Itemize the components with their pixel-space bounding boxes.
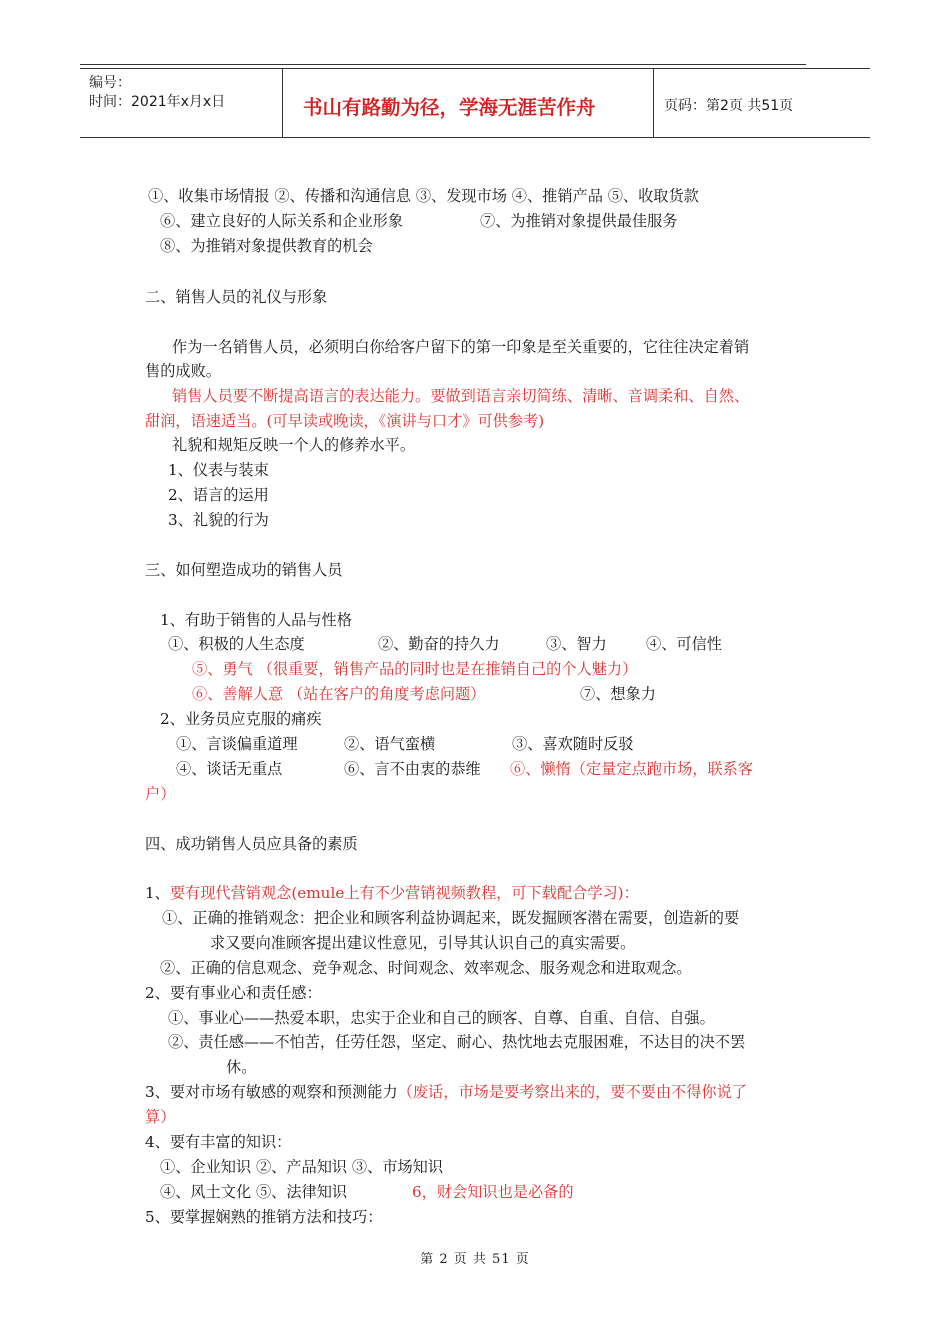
quality-5-heading: 5、要掌握娴熟的推销方法和技巧：: [145, 1208, 383, 1226]
subheading-faults: 2、业务员应克服的痛疾: [160, 710, 322, 728]
quality-3-note: （废话，市场是要考察出来的，要不要由不得你说了: [397, 1083, 747, 1101]
section-heading-3: 三、如何塑造成功的销售人员: [145, 561, 343, 579]
fault-no-focus: ④、谈话无重点: [176, 760, 283, 778]
header-motto-cell: [283, 69, 654, 137]
list-item-behavior: 3、礼貌的行为: [168, 511, 269, 529]
page-header: [80, 68, 870, 138]
fault-refuting: ③、喜欢随时反驳: [512, 735, 634, 753]
paragraph-manners: 礼貌和规矩反映一个人的修养水平。: [172, 436, 415, 454]
quality-2-responsibility-2: 休。: [226, 1058, 257, 1076]
quality-2-heading: 2、要有事业心和责任感：: [145, 984, 322, 1002]
trait-diligence: ②、勤奋的持久力: [378, 635, 500, 653]
quality-1-sales-concept-1: ①、正确的推销观念：把企业和顾客利益协调起来，既发掘顾客潜在需要，创造新的要: [162, 909, 740, 927]
quality-4-knowledge-1: ①、企业知识 ②、产品知识 ③、市场知识: [160, 1158, 444, 1176]
header-number-label: 编号：: [89, 75, 131, 91]
list-item-appearance: 1、仪表与装束: [168, 461, 269, 479]
section-heading-2: 二、销售人员的礼仪与形象: [145, 288, 328, 306]
header-meta: [80, 69, 283, 137]
fault-laziness-1: ⑥、懒惰（定量定点跑市场，联系客: [510, 760, 753, 778]
quality-3-heading: 3、要对市场有敏感的观察和预测能力: [145, 1083, 398, 1101]
quality-1-number: 1、: [145, 884, 170, 902]
subheading-character: 1、有助于销售的人品与性格: [160, 611, 352, 629]
header-page-info-cell: [654, 69, 870, 137]
paragraph-first-impression-2: 售的成败。: [145, 362, 221, 380]
function-list-line-2a: ⑥、建立良好的人际关系和企业形象: [160, 212, 403, 230]
fault-rude-tone: ②、语气蛮横: [344, 735, 436, 753]
quality-4-heading: 4、要有丰富的知识：: [145, 1133, 292, 1151]
quality-2-dedication: ①、事业心——热爱本职，忠实于企业和自己的顾客、自尊、自重、自信、自强。: [168, 1009, 715, 1027]
trait-empathy: ⑥、善解人意 （站在客户的角度考虑问题）: [192, 685, 486, 703]
section-heading-4: 四、成功销售人员应具备的素质: [145, 835, 358, 853]
function-list-line-2b: ⑦、为推销对象提供最佳服务: [480, 212, 678, 230]
list-item-language: 2、语言的运用: [168, 486, 269, 504]
quality-1-other-concepts: ②、正确的信息观念、竞争观念、时间观念、效率观念、服务观念和进取观念。: [160, 959, 692, 977]
header-top-rule: [80, 64, 806, 65]
quality-1-marketing-concept: 要有现代营销观念(emule上有不少营销视频教程，可下载配合学习)：: [169, 884, 639, 902]
header-page-info: 页码：第2页 共51页: [664, 98, 794, 114]
fault-preaching: ①、言谈偏重道理: [176, 735, 298, 753]
quality-2-responsibility-1: ②、责任感——不怕苦，任劳任怨，坚定、耐心、热忱地去克服困难，不达目的决不罢: [168, 1033, 746, 1051]
trait-credibility: ④、可信性: [646, 635, 722, 653]
quality-3-line: [145, 1082, 747, 1102]
quality-3-note-2: 算）: [145, 1108, 176, 1126]
header-date: 时间：2021年x月x日: [89, 94, 226, 110]
header-motto: 书山有路勤为径，学海无涯苦作舟: [303, 96, 596, 119]
page-footer: 第 2 页 共 51 页: [420, 1252, 530, 1267]
function-list-line-3: ⑧、为推销对象提供教育的机会: [160, 237, 373, 255]
note-language-skills-2: 甜润，语速适当。(可早读或晚读，《演讲与口才》可供参考): [145, 412, 545, 430]
quality-4-knowledge-2: ④、风土文化 ⑤、法律知识: [160, 1183, 348, 1201]
quality-1-line: [145, 883, 639, 903]
trait-imagination: ⑦、想象力: [580, 685, 656, 703]
trait-positive-attitude: ①、积极的人生态度: [168, 635, 305, 653]
paragraph-first-impression-1: 作为一名销售人员，必须明白你给客户留下的第一印象是至关重要的，它往往决定着销: [172, 338, 750, 356]
trait-courage: ⑤、勇气 （很重要，销售产品的同时也是在推销自己的个人魅力）: [192, 660, 638, 678]
function-list-line-1: ①、收集市场情报 ②、传播和沟通信息 ③、发现市场 ④、推销产品 ⑤、收取货款: [148, 187, 699, 205]
fault-laziness-2: 户）: [145, 785, 176, 803]
fault-flattery: ⑥、言不由衷的恭维: [344, 760, 481, 778]
quality-1-sales-concept-2: 求又要向准顾客提出建议性意见，引导其认识自己的真实需要。: [210, 934, 636, 952]
quality-4-finance-note: 6，财会知识也是必备的: [412, 1183, 574, 1201]
note-language-skills-1: 销售人员要不断提高语言的表达能力。要做到语言亲切简练、清晰、音调柔和、自然、: [172, 387, 750, 405]
trait-intelligence: ③、智力: [546, 635, 607, 653]
